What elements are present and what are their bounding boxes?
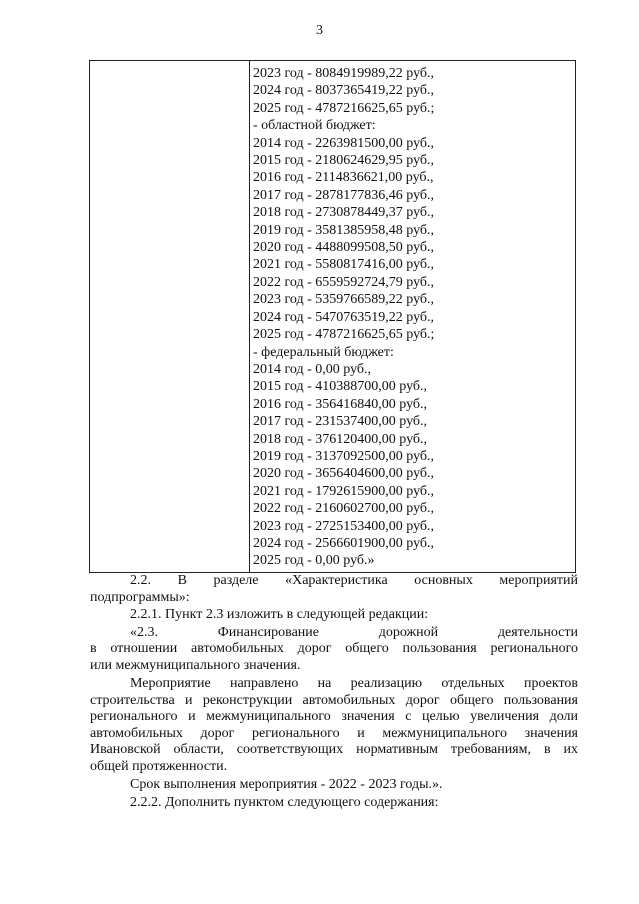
funding-line: 2024 год - 8037365419,22 руб., <box>253 83 435 99</box>
funding-line: 2017 год - 231537400,00 руб., <box>253 414 428 430</box>
page-number: 3 <box>316 23 323 38</box>
funding-line: 2015 год - 2180624629,95 руб., <box>253 153 435 169</box>
paragraph-measure-line-2: строительства и реконструкции автомобильных дорог общего пользования <box>90 692 578 708</box>
paragraph-2-3-line-3: или межмуниципального значения. <box>90 657 301 673</box>
paragraph-2-2-2: 2.2.2. Дополнить пунктом следующего содержания: <box>130 794 439 810</box>
funding-line: 2014 год - 0,00 руб., <box>253 361 372 377</box>
funding-line: 2018 год - 2730878449,37 руб., <box>253 205 435 221</box>
funding-line: 2020 год - 4488099508,50 руб., <box>253 240 435 256</box>
funding-line: 2024 год - 2566601900,00 руб., <box>253 535 435 551</box>
funding-line: 2021 год - 5580817416,00 руб., <box>253 257 435 273</box>
paragraph-measure-line-1: Мероприятие направлено на реализацию отдельных проектов <box>130 676 578 691</box>
paragraph-2-2-1: 2.2.1. Пункт 2.3 изложить в следующей редакции: <box>130 607 429 622</box>
funding-table-left-cell <box>90 61 250 572</box>
funding-line: 2023 год - 8084919989,22 руб., <box>253 66 435 81</box>
funding-line: 2021 год - 1792615900,00 руб., <box>253 483 435 499</box>
funding-line: 2014 год - 2263981500,00 руб., <box>253 135 435 151</box>
paragraph-2-3-line-1: «2.3. Финансирование дорожной деятельности <box>130 624 578 640</box>
paragraph-measure-line-3: регионального и межмуниципального значения с целью увеличения доли <box>90 709 578 724</box>
funding-section-heading-regional: - областной бюджет: <box>253 118 376 134</box>
paragraph-measure-line-4: автомобильных дорог регионального и межмуниципального значения <box>90 725 578 741</box>
paragraph-2-2-line-2: подпрограммы»: <box>90 589 190 605</box>
funding-line: 2020 год - 3656404600,00 руб., <box>253 466 435 482</box>
funding-line: 2024 год - 5470763519,22 руб., <box>253 309 435 325</box>
document-body <box>90 573 578 811</box>
funding-line: 2023 год - 5359766589,22 руб., <box>253 292 435 308</box>
paragraph-2-3-line-2: в отношении автомобильных дорог общего пользования регионального <box>90 641 578 656</box>
funding-line: 2025 год - 0,00 руб.» <box>253 553 375 569</box>
paragraph-measure-line-6: общей протяженности. <box>90 758 228 774</box>
funding-table-right-cell <box>253 65 573 570</box>
funding-line: 2022 год - 2160602700,00 руб., <box>253 501 435 517</box>
paragraph-measure-line-5: Ивановской области, соответствующих нормативным требованиям, в их <box>90 742 578 757</box>
funding-line: 2025 год - 4787216625,65 руб.; <box>253 327 435 343</box>
funding-section-heading-federal: - федеральный бюджет: <box>253 344 394 360</box>
paragraph-2-2-line-1: 2.2. В разделе «Характеристика основных мероприятий <box>130 573 578 588</box>
paragraph-deadline: Срок выполнения мероприятия - 2022 - 2023 годы.». <box>130 777 443 792</box>
funding-line: 2022 год - 6559592724,79 руб., <box>253 274 435 290</box>
funding-line: 2016 год - 356416840,00 руб., <box>253 396 428 412</box>
funding-line: 2023 год - 2725153400,00 руб., <box>253 518 435 534</box>
funding-line: 2018 год - 376120400,00 руб., <box>253 431 428 447</box>
funding-line: 2025 год - 4787216625,65 руб.; <box>253 100 435 116</box>
funding-line: 2015 год - 410388700,00 руб., <box>253 379 428 395</box>
funding-line: 2019 год - 3137092500,00 руб., <box>253 448 435 464</box>
funding-line: 2017 год - 2878177836,46 руб., <box>253 187 435 203</box>
funding-line: 2016 год - 2114836621,00 руб., <box>253 170 434 186</box>
funding-line: 2019 год - 3581385958,48 руб., <box>253 222 435 238</box>
funding-table <box>89 60 576 573</box>
